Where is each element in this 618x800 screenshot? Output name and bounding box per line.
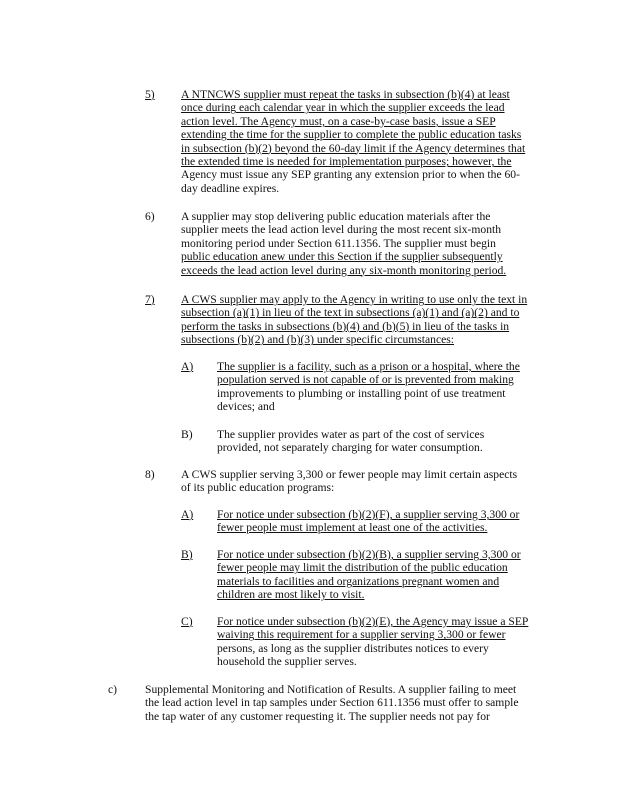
paragraph-number: C) [181,615,193,628]
paragraph-text [181,210,506,277]
text-line: materials to facilities and organizations pregnant women and [217,574,500,588]
text-line: supplier meets the lead action level during the most recent six-month [181,223,502,237]
text-line: the tap water of any customer requesting it. The supplier needs not pay for [145,709,490,723]
text-line: once during each calendar year in which the supplier exceeds the lead [181,101,505,115]
text-line: the extended time is needed for implementation purposes; however, the [181,155,512,169]
text-line: waiving this requirement for a supplier serving 3,300 or fewer [217,628,506,642]
paragraph-text [217,508,519,535]
text-line: day deadline expires. [181,181,280,195]
paragraph-text [181,468,517,495]
text-line: Agency must issue any SEP granting any extension prior to when the 60- [181,168,520,182]
paragraph-number: 5) [145,88,155,101]
paragraph-text [217,615,528,669]
paragraph-number: B) [181,548,193,561]
paragraph-text [181,88,525,195]
text-line: extending the time for the supplier to complete the public education tasks [181,128,522,142]
text-line: exceeds the lead action level during any six-month monitoring period. [181,263,507,277]
text-line: A supplier may stop delivering public education materials after the [181,210,491,223]
text-line: public education anew under this Section if the supplier subsequently [181,250,503,264]
text-line: fewer people may limit the distribution of the public education [217,561,508,575]
paragraph-text [217,548,521,602]
text-line: fewer people must implement at least one of the activities. [217,521,488,535]
text-line: The supplier is a facility, such as a prison or a hospital, where the [217,360,520,373]
paragraph-number: A) [181,508,194,521]
paragraph-number: B) [181,428,193,441]
text-line: A CWS supplier may apply to the Agency in writing to use only the text in [181,293,528,306]
paragraph-text [145,683,519,723]
text-line: A CWS supplier serving 3,300 or fewer people may limit certain aspects [181,468,518,481]
text-line: For notice under subsection (b)(2)(F), a supplier serving 3,300 or [217,508,520,521]
subsection-letter: c) [108,683,118,696]
text-line: devices; and [217,400,275,414]
text-line: household the supplier serves. [217,655,357,669]
text-line: The supplier provides water as part of the cost of services [217,428,485,441]
text-line: subsections (b)(2) and (b)(3) under specific circumstances: [181,333,454,347]
text-line: persons, as long as the supplier distributes notices to every [217,641,489,655]
paragraph-text [217,428,484,455]
paragraph-number: A) [181,360,194,373]
text-line: Supplemental Monitoring and Notification of Results. A supplier failing to meet [145,683,517,696]
paragraph-text [181,293,527,347]
text-line: the lead action level in tap samples under Section 611.1356 must offer to sample [145,696,519,710]
text-line: monitoring period under Section 611.1356. The supplier must begin [181,236,496,250]
text-line: of its public education programs: [181,481,335,495]
paragraph-number: 8) [145,468,155,481]
text-line: provided, not separately charging for water consumption. [217,441,483,455]
text-line: subsection (a)(1) in lieu of the text in subsections (a)(1) and (a)(2) and to [181,306,520,320]
text-line: A NTNCWS supplier must repeat the tasks in subsection (b)(4) at least [181,88,510,101]
text-line: For notice under subsection (b)(2)(B), a supplier serving 3,300 or [217,548,521,561]
text-line: perform the tasks in subsections (b)(4) and (b)(5) in lieu of the tasks in [181,319,510,333]
text-line: population served is not capable of or is prevented from making [217,373,514,387]
text-line: action level. The Agency must, on a case-by-case basis, issue a SEP [181,114,496,128]
text-line: in subsection (b)(2) beyond the 60-day limit if the Agency determines that [181,141,526,155]
paragraph-number: 6) [145,210,155,223]
text-line: improvements to plumbing or installing point of use treatment [217,386,506,400]
paragraph-number: 7) [145,293,155,306]
text-line: children are most likely to visit. [217,588,365,602]
paragraph-text [217,360,520,414]
text-line: For notice under subsection (b)(2)(E), the Agency may issue a SEP [217,615,529,628]
